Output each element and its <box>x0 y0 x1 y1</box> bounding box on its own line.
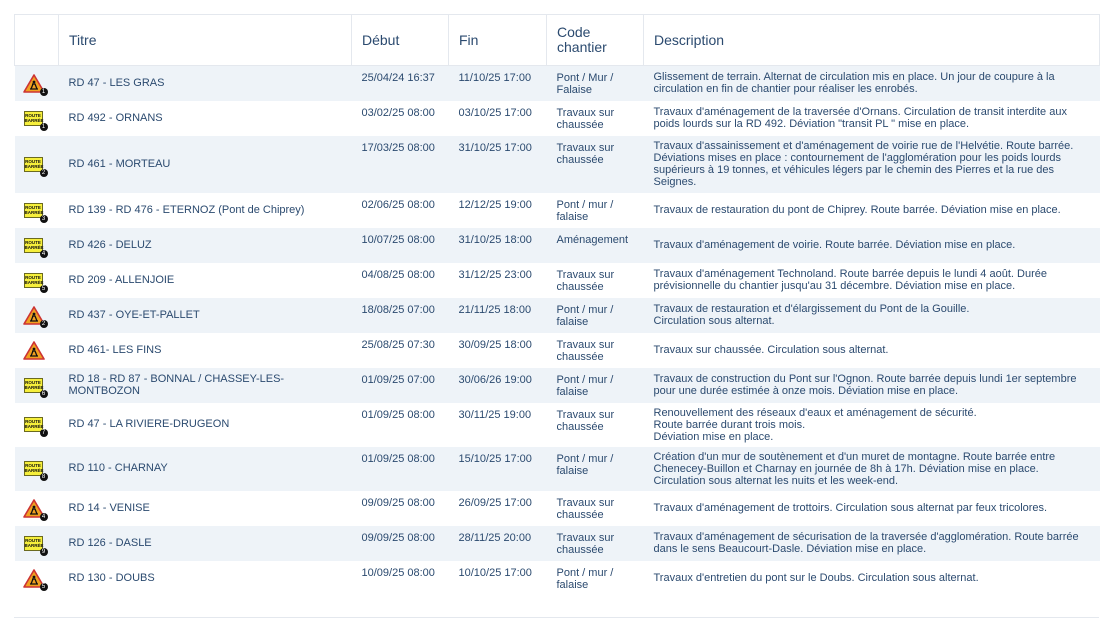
row-icon-cell <box>15 561 59 596</box>
row-icon-cell <box>15 447 59 491</box>
route-barree-sign-icon <box>23 201 45 221</box>
table-bottom-divider <box>14 617 1099 618</box>
header-icon <box>15 15 59 66</box>
table-header-row <box>15 15 1100 66</box>
row-debut: 17/03/25 08:00 <box>352 136 449 193</box>
icon-number-badge: 5 <box>40 583 48 591</box>
route-barree-sign-text: ROUTE BARRÉE <box>24 111 43 126</box>
row-code-chantier: Travaux sur chaussée <box>547 403 644 447</box>
roadwork-warning-icon <box>23 499 45 519</box>
icon-number-badge: 2 <box>40 169 48 177</box>
row-title[interactable]: RD 426 - DELUZ <box>59 228 352 263</box>
route-barree-sign-text: ROUTE BARRÉE <box>24 378 43 393</box>
table-row[interactable] <box>15 447 1100 491</box>
route-barree-sign-text: ROUTE BARRÉE <box>24 273 43 288</box>
row-icon-cell <box>15 491 59 526</box>
row-code-chantier: Pont / mur / falaise <box>547 298 644 333</box>
row-description: Travaux de restauration et d'élargissement du Pont de la Gouille. Circulation sous alternat. <box>644 298 1100 333</box>
table-row[interactable] <box>15 136 1100 193</box>
row-icon-cell <box>15 298 59 333</box>
row-icon-cell <box>15 526 59 561</box>
roadwork-warning-icon <box>23 569 45 589</box>
row-description: Création d'un mur de soutènement et d'un muret de montagne. Route barrée entre Chenecey-Buillon et Charnay en journée de 8h à 17h. Déviation mise en place. Circulation sous alternat les nuits et les week-end. <box>644 447 1100 491</box>
row-code-chantier: Travaux sur chaussée <box>547 526 644 561</box>
row-description: Travaux d'aménagement de voirie. Route barrée. Déviation mise en place. <box>644 228 1100 263</box>
row-icon-cell <box>15 263 59 298</box>
row-description: Travaux sur chaussée. Circulation sous alternat. <box>644 333 1100 368</box>
row-fin: 31/10/25 17:00 <box>449 136 547 193</box>
row-code-chantier: Pont / mur / falaise <box>547 193 644 228</box>
row-debut: 02/06/25 08:00 <box>352 193 449 228</box>
row-title[interactable]: RD 461 - MORTEAU <box>59 136 352 193</box>
row-icon-cell <box>15 333 59 368</box>
row-fin: 30/09/25 18:00 <box>449 333 547 368</box>
row-icon-cell <box>15 101 59 136</box>
header-code-chantier[interactable]: Code chantier <box>547 15 644 66</box>
icon-number-badge: 6 <box>40 390 48 398</box>
route-barree-sign-text: ROUTE BARRÉE <box>24 203 43 218</box>
row-title[interactable]: RD 110 - CHARNAY <box>59 447 352 491</box>
header-description[interactable]: Description <box>644 15 1100 66</box>
table-row[interactable] <box>15 298 1100 333</box>
row-description: Travaux d'aménagement de trottoirs. Circulation sous alternat par feux tricolores. <box>644 491 1100 526</box>
row-title[interactable]: RD 209 - ALLENJOIE <box>59 263 352 298</box>
row-fin: 31/10/25 18:00 <box>449 228 547 263</box>
row-code-chantier: Pont / Mur / Falaise <box>547 66 644 101</box>
route-barree-sign-icon <box>23 415 45 435</box>
icon-number-badge: 2 <box>40 320 48 328</box>
row-fin: 11/10/25 17:00 <box>449 66 547 101</box>
icon-number-badge: 1 <box>40 88 48 96</box>
row-icon-cell <box>15 193 59 228</box>
row-description: Renouvellement des réseaux d'eaux et aménagement de sécurité. Route barrée durant trois mois. Déviation mise en place. <box>644 403 1100 447</box>
row-fin: 15/10/25 17:00 <box>449 447 547 491</box>
row-debut: 03/02/25 08:00 <box>352 101 449 136</box>
route-barree-sign-icon <box>23 376 45 396</box>
row-title[interactable]: RD 461- LES FINS <box>59 333 352 368</box>
route-barree-sign-text: ROUTE BARRÉE <box>24 238 43 253</box>
table-row[interactable] <box>15 491 1100 526</box>
table-row[interactable] <box>15 333 1100 368</box>
row-fin: 21/11/25 18:00 <box>449 298 547 333</box>
row-code-chantier: Pont / mur / falaise <box>547 368 644 403</box>
row-description: Travaux de restauration du pont de Chiprey. Route barrée. Déviation mise en place. <box>644 193 1100 228</box>
row-description: Travaux d'aménagement de sécurisation de la traversée d'agglomération. Route barrée dans le sens Beaucourt-Dasle. Déviation mise en place. <box>644 526 1100 561</box>
row-description: Travaux d'aménagement Technoland. Route barrée depuis le lundi 4 août. Durée prévisionnelle du chantier jusqu'au 31 décembre. Déviation mise en place. <box>644 263 1100 298</box>
route-barree-sign-icon <box>23 236 45 256</box>
row-code-chantier: Pont / mur / falaise <box>547 561 644 596</box>
row-debut: 10/09/25 08:00 <box>352 561 449 596</box>
row-debut: 09/09/25 08:00 <box>352 526 449 561</box>
roadworks-table <box>14 14 1100 596</box>
row-code-chantier: Travaux sur chaussée <box>547 136 644 193</box>
row-fin: 03/10/25 17:00 <box>449 101 547 136</box>
row-icon-cell <box>15 228 59 263</box>
header-titre[interactable]: Titre <box>59 15 352 66</box>
row-title[interactable]: RD 47 - LES GRAS <box>59 66 352 101</box>
row-debut: 01/09/25 07:00 <box>352 368 449 403</box>
row-title[interactable]: RD 47 - LA RIVIERE-DRUGEON <box>59 403 352 447</box>
row-fin: 10/10/25 17:00 <box>449 561 547 596</box>
route-barree-sign-icon <box>23 271 45 291</box>
row-description: Travaux d'assainissement et d'aménagement de voirie rue de l'Helvétie. Route barrée. Déviations mises en place : contournement de l'agglomération pour les poids lourds supérieurs à 19 tonnes, et véhicules légers par le chemin des Pierres et la rue des Seignes. <box>644 136 1100 193</box>
row-description: Travaux de construction du Pont sur l'Ognon. Route barrée depuis lundi 1er septembre pour une durée estimée à onze mois. Déviation mise en place. <box>644 368 1100 403</box>
row-fin: 26/09/25 17:00 <box>449 491 547 526</box>
table-row[interactable] <box>15 101 1100 136</box>
route-barree-sign-text: ROUTE BARRÉE <box>24 536 43 551</box>
row-title[interactable]: RD 437 - OYE-ET-PALLET <box>59 298 352 333</box>
row-fin: 31/12/25 23:00 <box>449 263 547 298</box>
icon-number-badge: 4 <box>40 513 48 521</box>
roadworks-table-container <box>14 14 1099 596</box>
route-barree-sign-icon <box>23 109 45 129</box>
row-code-chantier: Travaux sur chaussée <box>547 101 644 136</box>
row-fin: 12/12/25 19:00 <box>449 193 547 228</box>
row-code-chantier: Pont / mur / falaise <box>547 447 644 491</box>
row-debut: 01/09/25 08:00 <box>352 447 449 491</box>
table-row[interactable] <box>15 66 1100 101</box>
row-code-chantier: Travaux sur chaussée <box>547 491 644 526</box>
roadwork-warning-icon <box>23 74 45 94</box>
row-debut: 10/07/25 08:00 <box>352 228 449 263</box>
row-code-chantier: Aménagement <box>547 228 644 263</box>
row-fin: 30/11/25 19:00 <box>449 403 547 447</box>
row-code-chantier: Travaux sur chaussée <box>547 333 644 368</box>
icon-number-badge: 8 <box>40 473 48 481</box>
icon-number-badge: 3 <box>40 215 48 223</box>
header-debut[interactable]: Début <box>352 15 449 66</box>
row-icon-cell <box>15 66 59 101</box>
table-row[interactable] <box>15 403 1100 447</box>
row-title[interactable]: RD 130 - DOUBS <box>59 561 352 596</box>
header-fin[interactable]: Fin <box>449 15 547 66</box>
route-barree-sign-text: ROUTE BARRÉE <box>24 461 43 476</box>
row-fin: 28/11/25 20:00 <box>449 526 547 561</box>
table-row[interactable] <box>15 228 1100 263</box>
row-debut: 09/09/25 08:00 <box>352 491 449 526</box>
row-description: Travaux d'entretien du pont sur le Doubs. Circulation sous alternat. <box>644 561 1100 596</box>
roadwork-warning-icon <box>23 341 45 361</box>
table-row[interactable] <box>15 561 1100 596</box>
icon-number-badge: 9 <box>40 548 48 556</box>
row-description: Glissement de terrain. Alternat de circulation mis en place. Un jour de coupure à la circulation en fin de chantier pour réaliser les enrobés. <box>644 66 1100 101</box>
icon-number-badge: 4 <box>40 250 48 258</box>
row-icon-cell <box>15 368 59 403</box>
row-title[interactable]: RD 14 - VENISE <box>59 491 352 526</box>
route-barree-sign-icon <box>23 459 45 479</box>
table-row[interactable] <box>15 526 1100 561</box>
table-row[interactable] <box>15 263 1100 298</box>
row-fin: 30/06/26 19:00 <box>449 368 547 403</box>
icon-number-badge: 7 <box>40 429 48 437</box>
row-title[interactable]: RD 18 - RD 87 - BONNAL / CHASSEY-LES-MONTBOZON <box>59 368 352 403</box>
row-debut: 18/08/25 07:00 <box>352 298 449 333</box>
icon-number-badge: 5 <box>40 285 48 293</box>
roadwork-warning-icon <box>23 306 45 326</box>
table-row[interactable] <box>15 368 1100 403</box>
row-title[interactable]: RD 126 - DASLE <box>59 526 352 561</box>
route-barree-sign-icon <box>23 155 45 175</box>
row-title[interactable]: RD 139 - RD 476 - ETERNOZ (Pont de Chiprey) <box>59 193 352 228</box>
row-debut: 04/08/25 08:00 <box>352 263 449 298</box>
route-barree-sign-text: ROUTE BARRÉE <box>24 417 43 432</box>
route-barree-sign-text: ROUTE BARRÉE <box>24 157 43 172</box>
route-barree-sign-icon <box>23 534 45 554</box>
row-code-chantier: Travaux sur chaussée <box>547 263 644 298</box>
row-icon-cell <box>15 403 59 447</box>
row-title[interactable]: RD 492 - ORNANS <box>59 101 352 136</box>
table-row[interactable] <box>15 193 1100 228</box>
row-icon-cell <box>15 136 59 193</box>
icon-number-badge: 1 <box>40 123 48 131</box>
row-description: Travaux d'aménagement de la traversée d'Ornans. Circulation de transit interdite aux poids lourds sur la RD 492. Déviation "transit PL " mise en place. <box>644 101 1100 136</box>
row-debut: 25/04/24 16:37 <box>352 66 449 101</box>
row-debut: 25/08/25 07:30 <box>352 333 449 368</box>
row-debut: 01/09/25 08:00 <box>352 403 449 447</box>
